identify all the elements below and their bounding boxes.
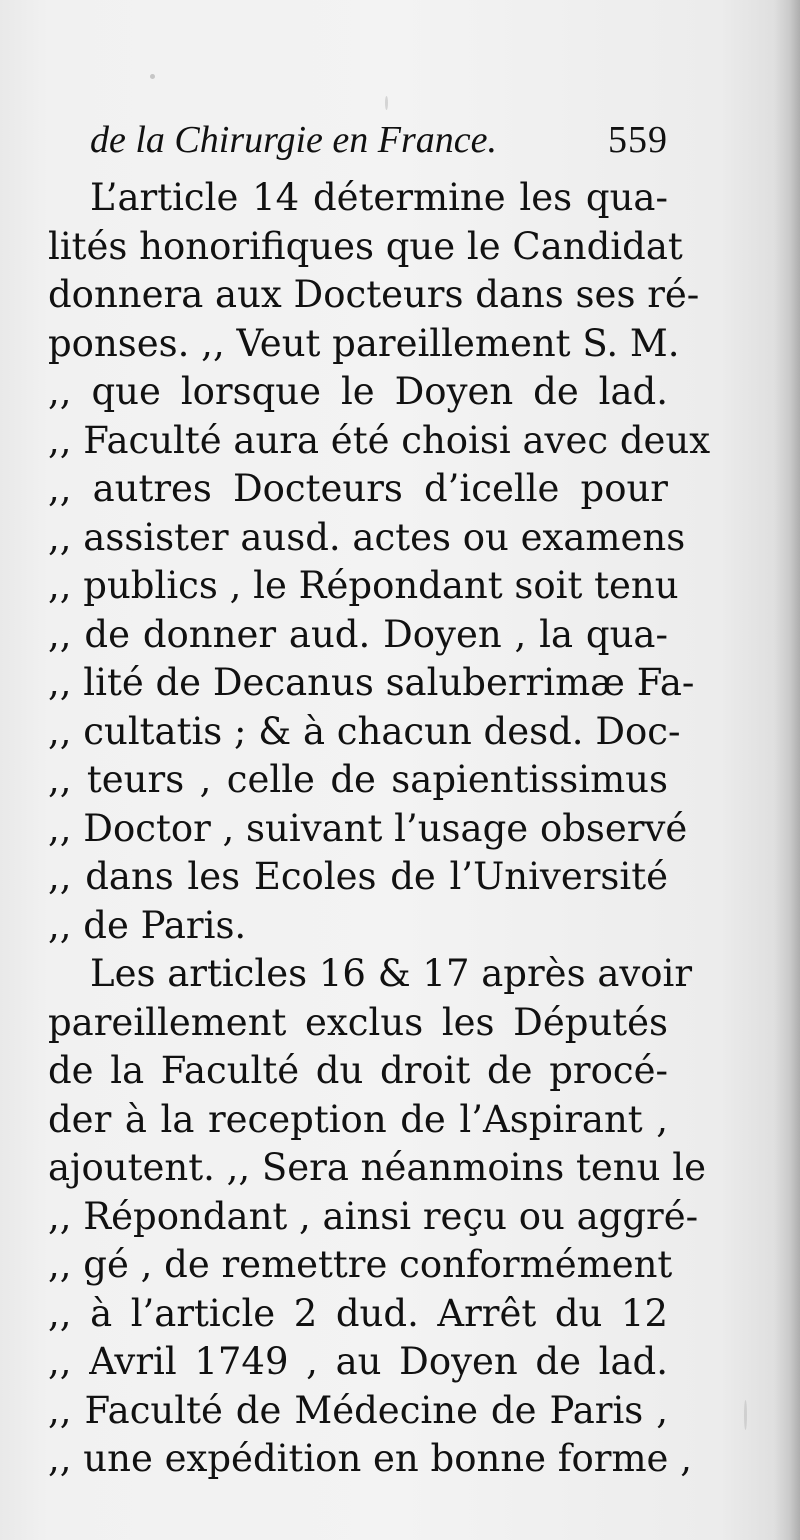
text-line: ,, gé , de remettre conformément: [48, 1243, 673, 1286]
text-line: ,, autres Docteurs d’icelle pour: [48, 467, 668, 510]
text-line: ,, cultatis ; & à chacun desd. Doc-: [48, 709, 681, 753]
text-line: ,, de donner aud. Doyen , la qua-: [48, 612, 668, 656]
text-line: ,, Faculté aura été choisi avec deux: [48, 418, 711, 462]
text-line: Les articles 16 & 17 après avoir: [90, 952, 693, 995]
text-line: L’article 14 détermine les qua-: [90, 176, 668, 219]
text-line: ,, Répondant , ainsi reçu ou aggré-: [48, 1194, 699, 1238]
text-line: ,, lité de Decanus saluberrimæ Fa-: [48, 661, 695, 704]
running-head-title: de la Chirurgie en France.: [90, 119, 498, 161]
text-line: ,, de Paris.: [48, 903, 247, 947]
text-line: ,, teurs , celle de sapientissimus: [48, 758, 668, 801]
text-line: ,, Doctor , suivant l’usage observé: [48, 806, 688, 850]
page-number: 559: [608, 119, 668, 161]
text-line: ,, assister ausd. actes ou examens: [48, 515, 686, 559]
text-line: lités honorifiques que le Candidat: [48, 224, 683, 268]
text-line: ,, une expédition en bonne forme ,: [48, 1437, 692, 1480]
text-line: ajoutent. ,, Sera néanmoins tenu le: [48, 1146, 706, 1189]
paper-speck: [150, 74, 155, 79]
running-head: [48, 118, 668, 174]
text-line: ,, à l’article 2 dud. Arrêt du 12: [48, 1291, 668, 1335]
text-line: de la Faculté du droit de procé-: [48, 1049, 668, 1092]
text-line: ,, dans les Ecoles de l’Université: [48, 855, 668, 898]
text-block: [48, 118, 711, 1484]
body-text: [48, 174, 711, 1484]
text-line: ,, Faculté de Médecine de Paris ,: [48, 1388, 668, 1432]
text-line: der à la reception de l’Aspirant ,: [48, 1097, 668, 1141]
paper-speck: [744, 1400, 747, 1430]
text-line: ,, publics , le Répondant soit tenu: [48, 564, 679, 607]
text-line: ponses. ,, Veut pareillement S. M.: [48, 321, 680, 365]
paper-speck: [385, 96, 388, 110]
text-line: pareillement exclus les Députés: [48, 1000, 668, 1044]
text-line: donnera aux Docteurs dans ses ré-: [48, 273, 700, 316]
text-line: ,, Avril 1749 , au Doyen de lad.: [48, 1340, 668, 1383]
page-gutter-shadow: [774, 0, 800, 1540]
text-line: ,, que lorsque le Doyen de lad.: [48, 370, 668, 413]
